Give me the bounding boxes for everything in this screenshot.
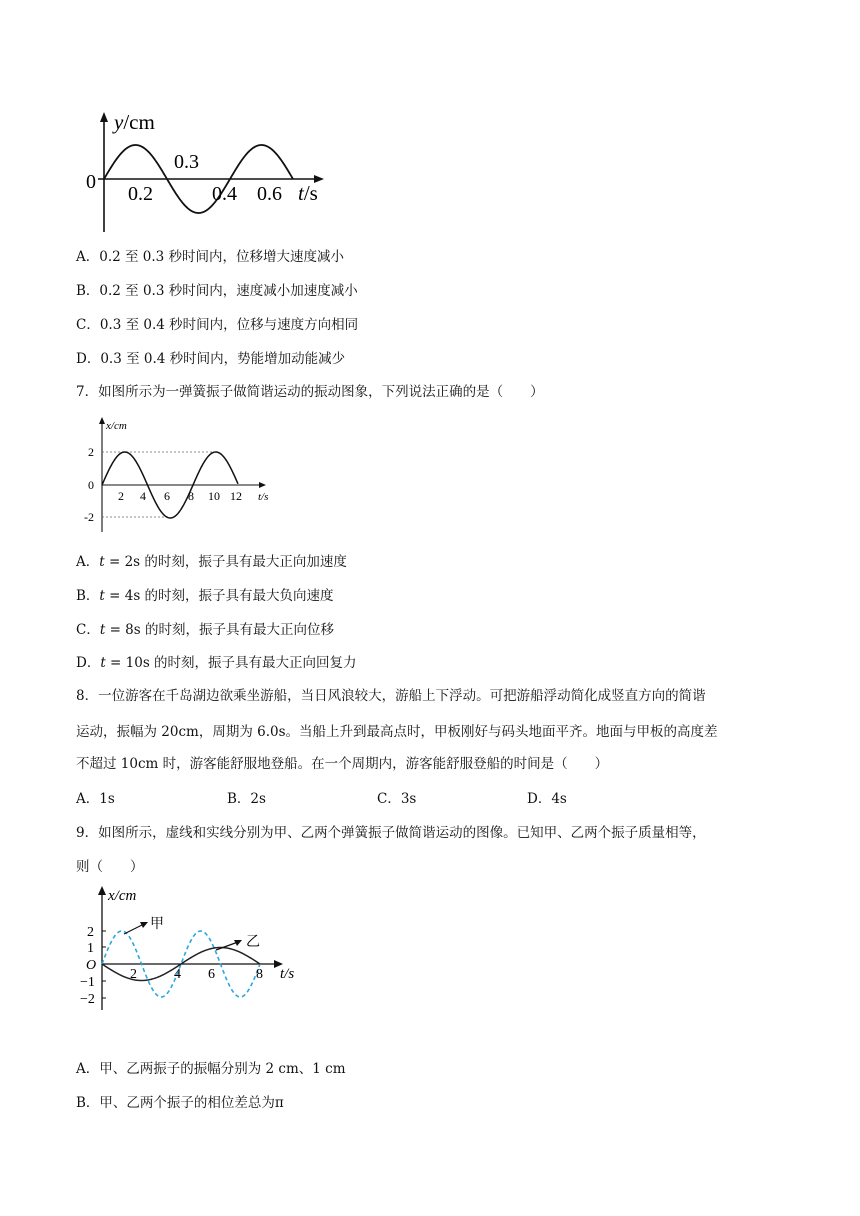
q7-option-b[interactable]: B．t = 4s 的时刻，振子具有最大负向速度 <box>76 588 334 604</box>
q8-stem-line-1: 8．一位游客在千岛湖边欲乘坐游船，当日风浪较大，游船上下浮动。可把游船浮动简化成竖直方向的简谐 <box>76 688 706 704</box>
q8-stem-line-3: 不超过 10cm 时，游客能舒服地登船。在一个周期内，游客能舒服登船的时间是（ ） <box>76 756 609 772</box>
x-axis-label: t/s <box>298 181 318 205</box>
y-tick-neg2: −2 <box>80 992 95 1007</box>
tick-0.4: 0.4 <box>212 183 237 205</box>
q6-option-d[interactable]: D．0.3 至 0.4 秒时间内，势能增加动能减少 <box>76 351 346 367</box>
q8-stem-line-2: 运动，振幅为 20cm，周期为 6.0s。当船上升到最高点时，甲板刚好与码头地面平齐。地面与甲板的高度差 <box>76 724 718 740</box>
q6-option-a[interactable]: A．0.2 至 0.3 秒时间内，位移增大速度减小 <box>76 249 345 265</box>
y-tick-1: 1 <box>87 941 94 956</box>
y-tick-neg1: −1 <box>80 975 95 990</box>
q6-option-c[interactable]: C．0.3 至 0.4 秒时间内，位移与速度方向相同 <box>76 317 359 333</box>
q7-option-a[interactable]: A．t = 2s 的时刻，振子具有最大正向加速度 <box>76 554 347 570</box>
label-jia: 甲 <box>150 917 164 932</box>
q7-stem: 7．如图所示为一弹簧振子做简谐运动的振动图象，下列说法正确的是（ ） <box>76 384 544 400</box>
y-tick-2: 2 <box>87 925 94 940</box>
q6-option-b[interactable]: B．0.2 至 0.3 秒时间内，速度减小加速度减小 <box>76 283 358 299</box>
x-tick-12: 12 <box>230 489 242 503</box>
x-tick-6: 6 <box>164 489 170 503</box>
x-tick-8: 8 <box>256 967 263 982</box>
label-yi: 乙 <box>246 935 260 950</box>
q8-options <box>76 789 788 809</box>
y-axis-label: x/cm <box>106 420 127 432</box>
origin-label: 0 <box>86 171 96 193</box>
y-axis-label: y/cm <box>114 110 155 134</box>
origin-label: O <box>86 958 97 973</box>
x-tick-10: 10 <box>208 489 220 503</box>
y-tick-neg2: -2 <box>84 510 94 524</box>
tick-0.3: 0.3 <box>174 151 199 173</box>
q7-option-d[interactable]: D．t = 10s 的时刻，振子具有最大正向回复力 <box>76 655 357 671</box>
q8-option-b[interactable]: B．2s <box>227 791 266 807</box>
graph-x-t-q7 <box>80 414 280 534</box>
x-tick-2: 2 <box>118 489 124 503</box>
x-axis-label: t/s <box>280 966 295 982</box>
graph-x-t-q9 <box>80 884 310 1012</box>
graph-y-t <box>86 108 336 236</box>
y-tick-2: 2 <box>88 445 94 459</box>
tick-0.2: 0.2 <box>128 183 153 205</box>
y-axis-label: x/cm <box>108 888 137 904</box>
x-tick-2: 2 <box>130 967 137 982</box>
q9-option-a[interactable]: A．甲、乙两振子的振幅分别为 2 cm、1 cm <box>76 1061 346 1077</box>
x-tick-8: 8 <box>188 489 194 503</box>
q9-stem-line-2: 则（ ） <box>76 859 144 875</box>
q9-option-b[interactable]: B．甲、乙两个振子的相位差总为π <box>76 1095 284 1111</box>
q8-option-c[interactable]: C．3s <box>377 791 417 807</box>
x-tick-6: 6 <box>208 967 215 982</box>
q9-stem-line-1: 9．如图所示，虚线和实线分别为甲、乙两个弹簧振子做简谐运动的图像。已知甲、乙两个振子质量相等， <box>76 825 706 841</box>
x-tick-4: 4 <box>140 489 146 503</box>
tick-0.6: 0.6 <box>257 183 282 205</box>
q8-option-a[interactable]: A．1s <box>76 791 115 807</box>
q8-option-d[interactable]: D．4s <box>527 791 567 807</box>
x-axis-label: t/s <box>258 491 269 503</box>
q7-option-c[interactable]: C．t = 8s 的时刻，振子具有最大正向位移 <box>76 622 334 638</box>
y-tick-0: 0 <box>88 478 94 492</box>
x-tick-4: 4 <box>174 967 181 982</box>
